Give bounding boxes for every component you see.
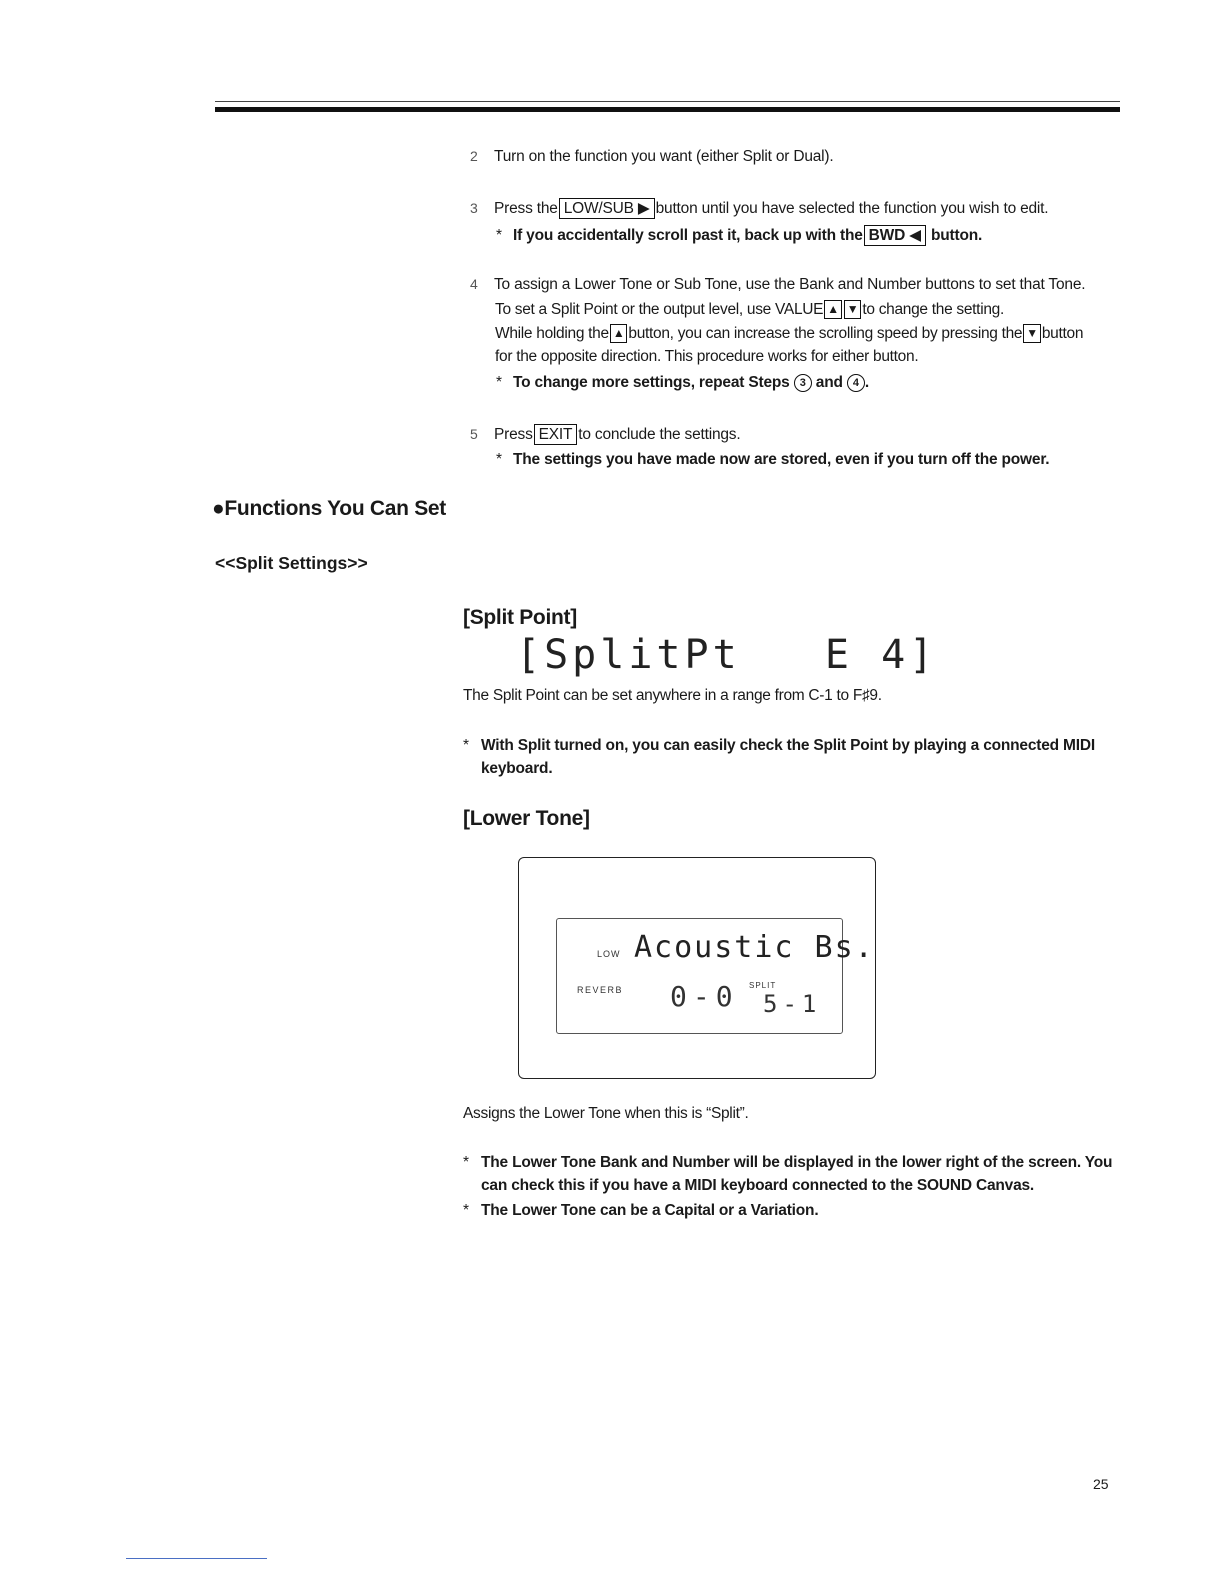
step-number: 3 xyxy=(470,200,478,216)
step-number: 4 xyxy=(470,276,478,292)
footer-rule xyxy=(126,1558,267,1559)
lower-tone-heading: [Lower Tone] xyxy=(463,807,590,830)
step-text: button until you have selected the function you wish to edit. xyxy=(655,200,1049,217)
lcd-split-label: SPLIT xyxy=(749,981,777,990)
step-4-line4: for the opposite direction. This procedure works for either button. xyxy=(495,348,919,365)
split-point-desc: The Split Point can be set anywhere in a range from C-1 to F♯9. xyxy=(463,687,882,704)
lower-tone-note-1: * The Lower Tone Bank and Number will be displayed in the lower right of the screen. You can check this if you have a MIDI keyboard connected to the SOUND Canvas. xyxy=(463,1154,1113,1194)
low-sub-key: LOW/SUB ▶ xyxy=(559,198,655,219)
lcd-tone-number: 5-1 xyxy=(763,990,822,1018)
split-point-note: * With Split turned on, you can easily check the Split Point by playing a connected MIDI keyboard. xyxy=(463,737,1095,777)
up-key: ▲ xyxy=(610,324,628,343)
step-4-note: * To change more settings, repeat Steps 3 and 4 . xyxy=(496,374,869,391)
circled-4: 4 xyxy=(847,374,865,392)
value-up-key: ▲ xyxy=(824,300,842,319)
step-text: To assign a Lower Tone or Sub Tone, use the Bank and Number buttons to set that Tone. xyxy=(494,276,1086,293)
lower-tone-note-2: * The Lower Tone can be a Capital or a Variation. xyxy=(463,1202,819,1219)
step-3-note: * If you accidentally scroll past it, back up with the BWD ◀ button. xyxy=(496,227,983,244)
step-5 xyxy=(470,424,740,445)
lcd-low-label: LOW xyxy=(597,949,621,959)
step-4-line2: To set a Split Point or the output level, use VALUE ▲ ▼ to change the setting. xyxy=(495,301,1004,318)
step-text: Press the xyxy=(494,200,558,217)
step-4 xyxy=(470,276,1085,294)
step-number: 2 xyxy=(470,148,478,164)
step-4-line3: While holding the ▲ button, you can increase the scrolling speed by pressing the ▼ button xyxy=(495,325,1084,342)
header-rule-thick xyxy=(215,107,1120,112)
down-key: ▼ xyxy=(1023,324,1041,343)
circled-3: 3 xyxy=(794,374,812,392)
exit-key: EXIT xyxy=(534,424,578,445)
lower-tone-desc: Assigns the Lower Tone when this is “Split”. xyxy=(463,1105,749,1122)
step-text: Press xyxy=(494,426,533,443)
step-text: to conclude the settings. xyxy=(578,426,741,443)
step-5-note: * The settings you have made now are stored, even if you turn off the power. xyxy=(496,451,1050,468)
step-2 xyxy=(470,148,833,166)
subsection-title: <<Split Settings>> xyxy=(215,553,368,573)
bwd-key: BWD ◀ xyxy=(864,225,926,246)
lcd-levels: 0-0 xyxy=(670,980,739,1013)
step-3 xyxy=(470,198,1048,219)
lcd-reverb-label: REVERB xyxy=(577,985,624,995)
split-point-heading: [Split Point] xyxy=(463,606,577,629)
header-rule-thin xyxy=(215,101,1120,102)
step-number: 5 xyxy=(470,426,478,442)
page-number: 25 xyxy=(1093,1476,1109,1492)
lcd-tone-name: Acoustic Bs. xyxy=(634,930,875,965)
value-down-key: ▼ xyxy=(844,300,862,319)
section-title: ●Functions You Can Set xyxy=(212,497,446,520)
step-text: Turn on the function you want (either Split or Dual). xyxy=(494,148,834,165)
split-point-lcd: [SplitPt E 4] xyxy=(516,632,938,678)
